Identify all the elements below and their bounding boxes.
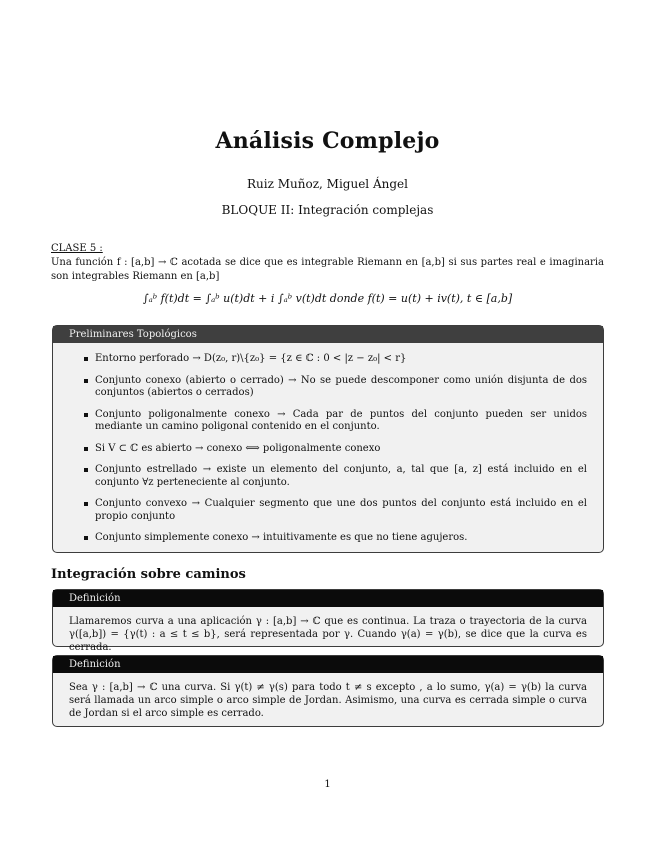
preliminares-list xyxy=(69,351,587,545)
intro-paragraph: Una función f : [a,b] → ℂ acotada se dice que es integrable Riemann en [a,b] si sus partes real e imaginaria son integrables Riemann en [a,b] xyxy=(51,257,604,282)
list-item: Conjunto convexo → Cualquier segmento que une dos puntos del conjunto está incluido en el propio conjunto xyxy=(95,498,587,522)
definition-text: Llamaremos curva a una aplicación γ : [a,b] → ℂ que es continua. La traza o trayectoria de la curva γ([a,b]) = {γ(t) : a ≤ t ≤ b}, será representada por γ. Cuando γ(a) = γ(b), se dice que la curva es cerrada. xyxy=(69,616,587,653)
section-heading: Integración sobre caminos xyxy=(51,567,246,582)
clase-label: CLASE 5 : xyxy=(51,243,103,254)
list-item: Conjunto estrellado → existe un elemento del conjunto, a, tal que [a, z] está incluido en el conjunto ∀z perteneciente al conjunto. xyxy=(95,464,587,488)
list-item: Entorno perforado → D(z₀, r)\{z₀} = {z ∈ ℂ : 0 < |z − z₀| < r} xyxy=(95,353,587,366)
preliminares-box xyxy=(52,325,604,553)
definition-box xyxy=(52,655,604,727)
document-title: Análisis Complejo xyxy=(215,128,440,154)
preliminares-body xyxy=(53,343,603,563)
page-number: 1 xyxy=(324,779,331,790)
list-item: Conjunto poligonalmente conexo → Cada par de puntos del conjunto pueden ser unidos mediante un camino poligonal contenido en el conjunto. xyxy=(95,408,587,432)
definition-box xyxy=(52,589,604,653)
definition-title: Definición xyxy=(53,590,603,607)
definition-title: Definición xyxy=(53,656,603,673)
list-item: Conjunto simplemente conexo → intuitivamente es que no tiene agujeros. xyxy=(95,532,587,545)
list-item: Si V ⊂ ℂ es abierto → conexo ⟺ poligonalmente conexo xyxy=(95,443,587,456)
document-block: BLOQUE II: Integración complejas xyxy=(221,203,434,217)
document-author: Ruiz Muñoz, Miguel Ángel xyxy=(247,177,408,191)
list-item: Conjunto conexo (abierto o cerrado) → No se puede descomponer como unión disjunta de dos conjuntos (abiertos o cerrados) xyxy=(95,374,587,398)
riemann-formula: ∫ₐᵇ f(t)dt = ∫ₐᵇ u(t)dt + i ∫ₐᵇ v(t)dt donde f(t) = u(t) + iv(t), t ∈ [a,b] xyxy=(142,292,513,305)
definition-text: Sea γ : [a,b] → ℂ una curva. Si γ(t) ≠ γ(s) para todo t ≠ s excepto , a lo sumo, γ(a) = γ(b) la curva será llamada un arco simple o arco simple de Jordan. Asimismo, una curva es cerrada simple o curva de Jordan si el arco simple es cerrado. xyxy=(69,682,587,719)
preliminares-title: Preliminares Topológicos xyxy=(53,326,603,343)
